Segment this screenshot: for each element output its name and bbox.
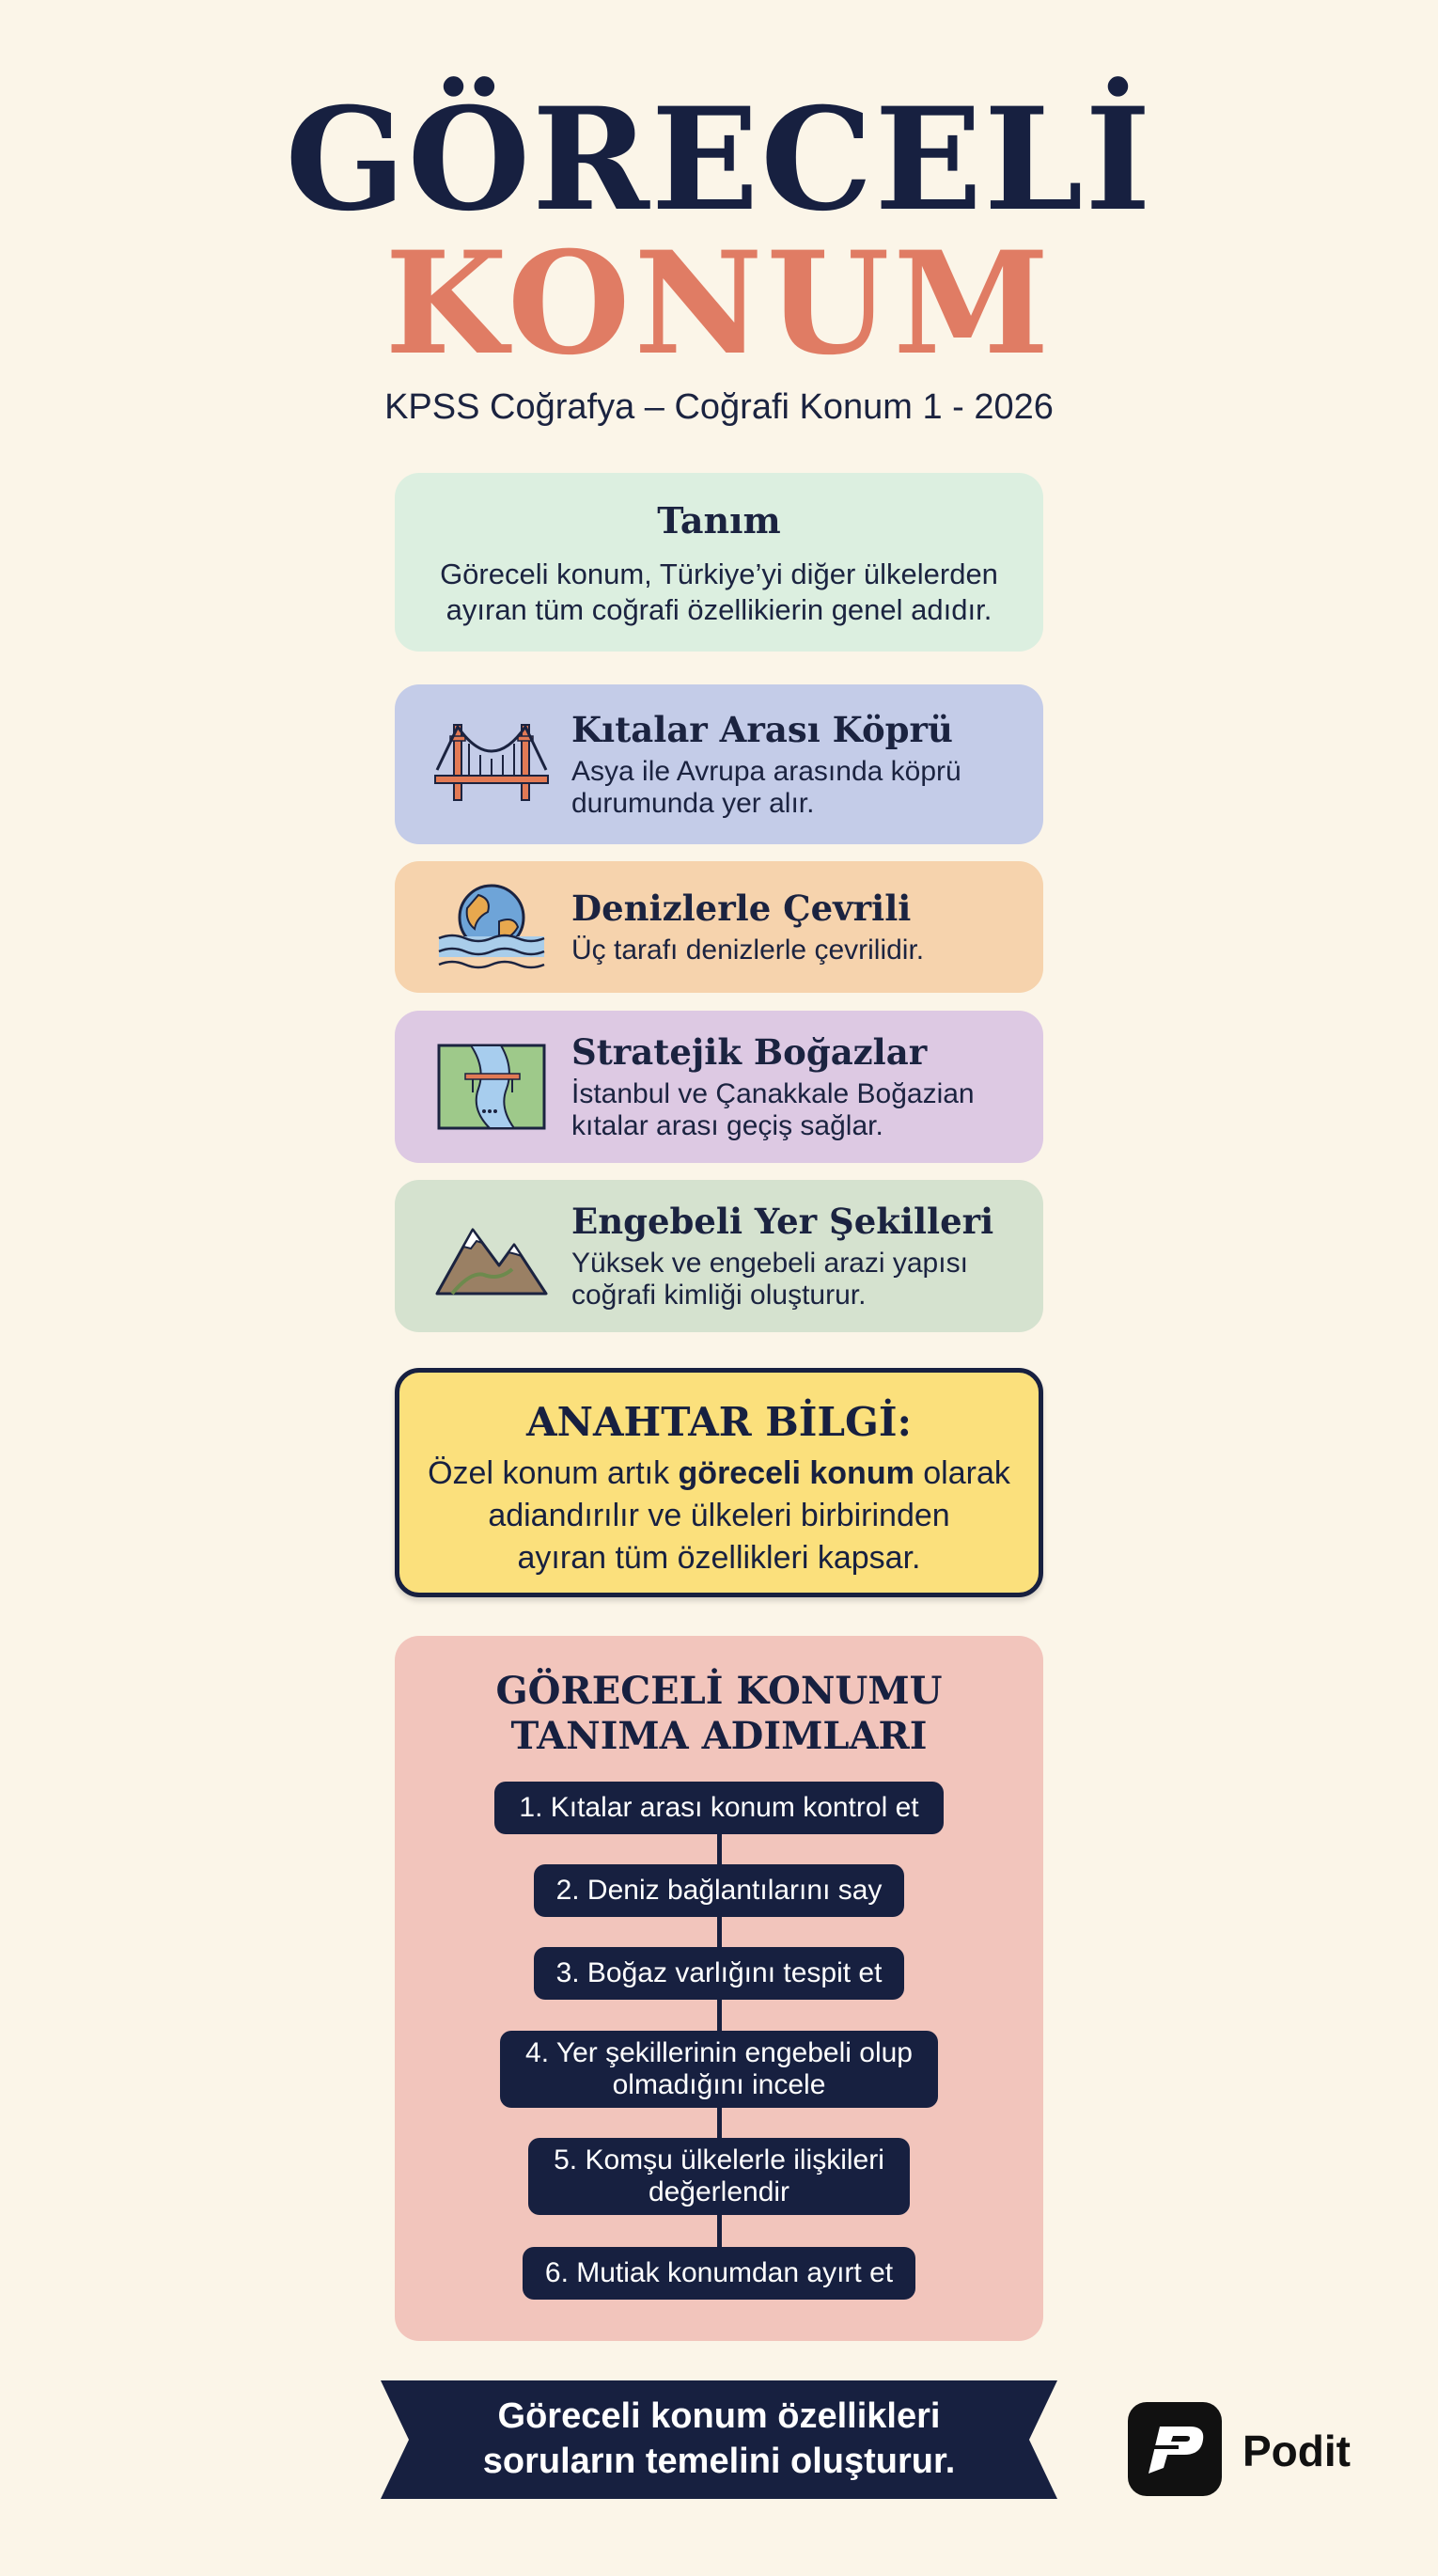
title-line-2: KONUM xyxy=(384,221,1054,386)
title-line-1: GÖRECELİ xyxy=(285,77,1153,243)
feature-desc-line-2: coğrafi kimliği oluşturur. xyxy=(571,1280,867,1311)
key-info-card xyxy=(395,1368,1043,1597)
step-3 xyxy=(534,1947,904,2000)
step-6 xyxy=(523,2247,915,2300)
definition-text: Göreceli konum, Türkiye’yi diğer ülkelerden ayıran tüm coğrafi özellikierin genel adıdır. xyxy=(440,558,998,626)
definition-title: Tanım xyxy=(657,499,781,542)
bottom-banner-text xyxy=(381,2394,1057,2484)
feature-desc-line-2: kıtalar arası geçiş sağlar. xyxy=(571,1110,883,1141)
step-3-text: 3. Boğaz varlığını tespit et xyxy=(555,1957,883,1988)
globe-water-icon xyxy=(430,871,553,983)
podit-logo-icon xyxy=(1128,2402,1222,2496)
key-info-highlight: göreceli konum xyxy=(678,1455,914,1491)
feature-desc-line-1: İstanbul ve Çanakkale Boğazian xyxy=(571,1078,975,1109)
feature-desc-line-1: Üç tarafı denizlerle çevrilidir. xyxy=(571,935,925,966)
key-info-title: ANAHTAR BİLGİ: xyxy=(525,1399,912,1445)
key-info-line-1-pre: Özel konum artık xyxy=(428,1455,679,1491)
steps-title-line-2: TANIMA ADIMLARI xyxy=(510,1714,928,1758)
banner-line-1: Göreceli konum özellikleri xyxy=(497,2396,941,2436)
feature-card-bridge xyxy=(395,684,1043,844)
brand-name: Podit xyxy=(1243,2427,1351,2475)
step-1 xyxy=(494,1782,944,1834)
step-5-text-line-1: 5. Komşu ülkelerle ilişkileri xyxy=(554,2144,884,2175)
step-2-text: 2. Deniz bağlantılarını say xyxy=(555,1875,883,1906)
feature-card-terrain xyxy=(395,1180,1043,1332)
key-info-line-3: ayıran tüm özellikleri kapsar. xyxy=(517,1540,921,1576)
strait-map-icon xyxy=(430,1030,553,1143)
feature-title: Engebeli Yer Şekilleri xyxy=(571,1201,994,1242)
mountain-icon xyxy=(430,1200,553,1312)
key-info-line-2: adiandırılır ve ülkeleri birbirinden xyxy=(488,1498,950,1533)
feature-desc-line-2: durumunda yer alır. xyxy=(571,788,815,819)
definition-card xyxy=(395,473,1043,652)
step-1-text: 1. Kıtalar arası konum kontrol et xyxy=(519,1792,919,1823)
feature-title: Stratejik Boğazlar xyxy=(571,1031,928,1073)
steps-card xyxy=(395,1636,1043,2341)
step-4-text-line-1: 4. Yer şekillerinin engebeli olup xyxy=(525,2037,913,2068)
step-6-text: 6. Mutiak konumdan ayırt et xyxy=(544,2257,894,2288)
step-4 xyxy=(500,2031,938,2108)
steps-title-line-1: GÖRECELİ KONUMU xyxy=(495,1669,943,1713)
step-5 xyxy=(528,2138,910,2215)
feature-title: Kıtalar Arası Köprü xyxy=(571,709,953,750)
step-4-text-line-2: olmadığını incele xyxy=(612,2069,826,2100)
step-5-text-line-2: değerlendir xyxy=(648,2176,790,2207)
feature-card-seas xyxy=(395,861,1043,993)
key-info-text xyxy=(399,1453,1039,1579)
banner-line-2: soruların temelini oluşturur. xyxy=(482,2442,956,2481)
subtitle: KPSS Coğrafya – Coğrafi Konum 1 - 2026 xyxy=(384,387,1054,427)
steps-title xyxy=(395,1669,1043,1759)
feature-title: Denizlerle Çevrili xyxy=(571,887,912,929)
step-2 xyxy=(534,1864,904,1917)
feature-desc-line-1: Yüksek ve engebeli arazi yapısı xyxy=(571,1248,968,1279)
feature-desc-line-1: Asya ile Avrupa arasında köprü xyxy=(571,756,961,787)
key-info-line-1-post: olarak xyxy=(914,1455,1010,1491)
bridge-icon xyxy=(430,708,553,821)
feature-card-straits xyxy=(395,1011,1043,1163)
